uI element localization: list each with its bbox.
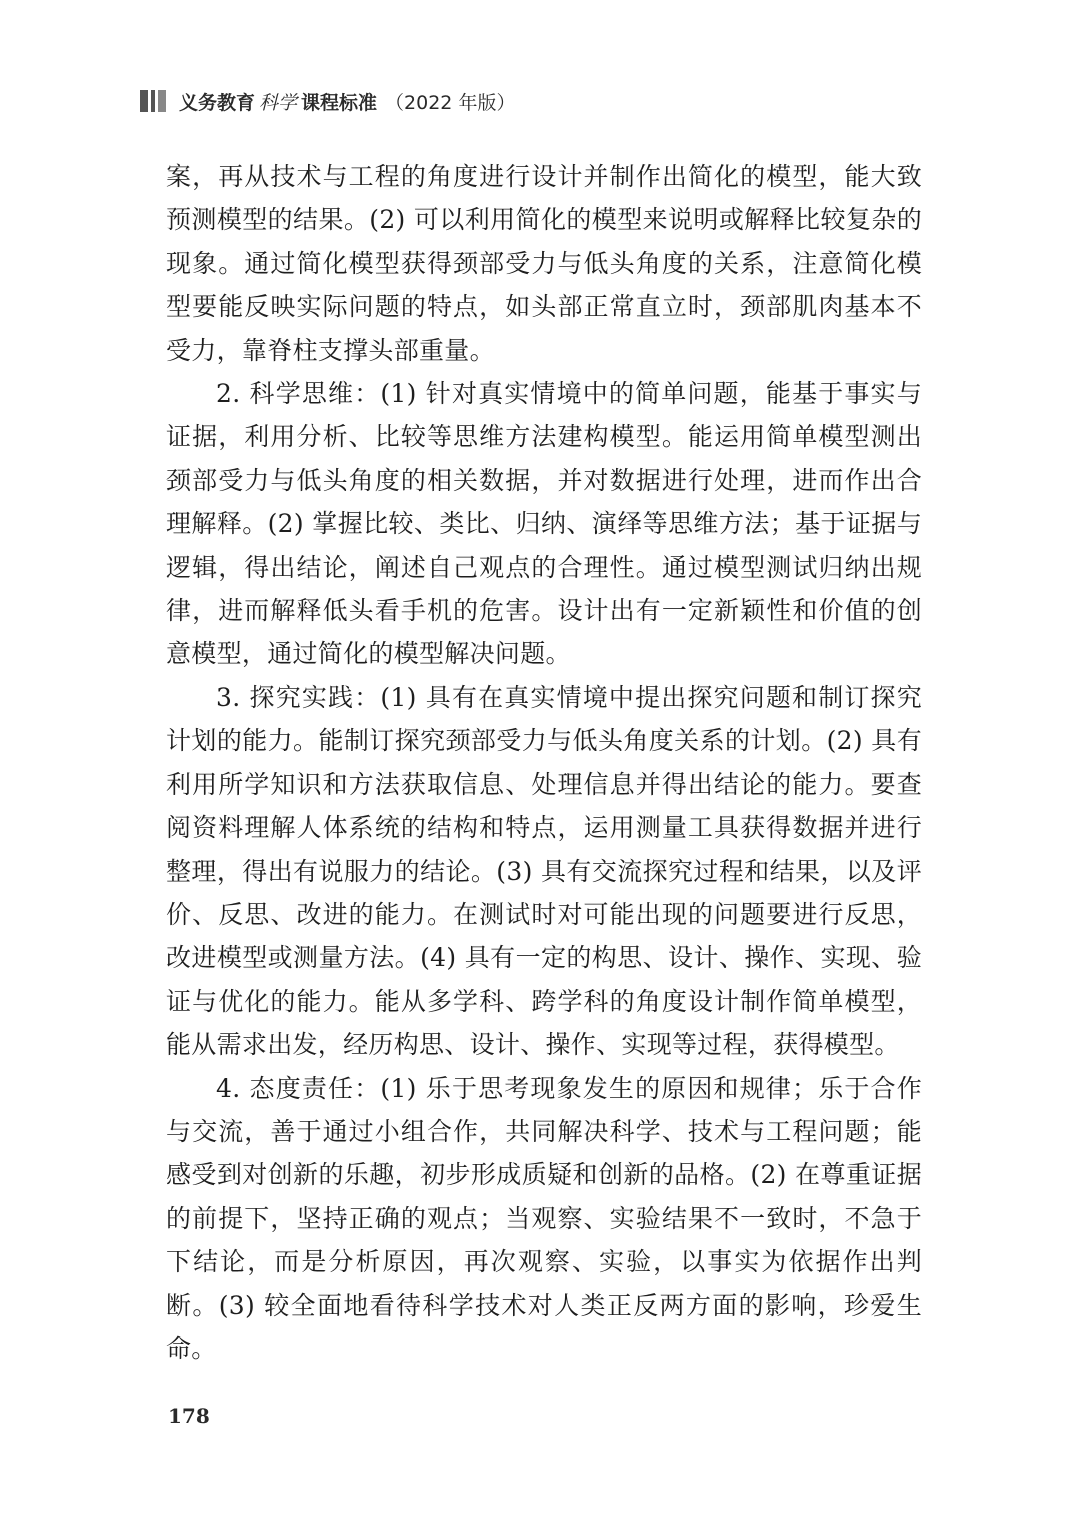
paragraph-inquiry-practice: 3. 探究实践：(1) 具有在真实情境中提出探究问题和制订探究计划的能力。能制订探究颈部受力与低头角度关系的计划。(2) 具有利用所学知识和方法获取信息、处理信息并得出结论的能力。要查阅资料理解人体系统的结构和特点，运用测量工具获得数据并进行整理，得出有说服力的结论。(3) 具有交流探究过程和结果，以及评价、反思、改进的能力。在测试时对可能出现的问题要进行反思，改进模型或测量方法。(4) 具有一定的构思、设计、操作、实现、验证与优化的能力。能从多学科、跨学科的角度设计制作简单模型，能从需求出发，经历构思、设计、操作、实现等过程，获得模型。 [166,682,922,1060]
header-title [179,88,515,115]
paragraph-continuation: 案，再从技术与工程的角度进行设计并制作出简化的模型，能大致预测模型的结果。(2) 可以利用简化的模型来说明或解释比较复杂的现象。通过简化模型获得颈部受力与低头角度的关系，注意简化模型要能反映实际问题的特点，如头部正常直立时，颈部肌肉基本不受力，靠脊柱支撑头部重量。 [166,162,922,365]
page-number: 178 [168,1404,210,1428]
header-title-part1: 义务教育 [179,91,256,114]
header-title-part3: 课程标准 [301,91,378,114]
body-text [166,155,922,1370]
running-header [140,86,515,116]
paragraph-scientific-thinking: 2. 科学思维：(1) 针对真实情境中的简单问题，能基于事实与证据，利用分析、比较等思维方法建构模型。能运用简单模型测出颈部受力与低头角度的相关数据，并对数据进行处理，进而作出合理解释。(2) 掌握比较、类比、归纳、演绎等思维方法；基于证据与逻辑，得出结论，阐述自己观点的合理性。通过模型测试归纳出规律，进而解释低头看手机的危害。设计出有一定新颖性和价值的创意模型，通过简化的模型解决问题。 [166,379,922,669]
header-title-part2: 科学 [259,91,298,114]
header-bar-marks [140,90,169,112]
header-edition: （2022 年版） [385,91,516,114]
paragraph-attitude-responsibility: 4. 态度责任：(1) 乐于思考现象发生的原因和规律；乐于合作与交流，善于通过小组合作，共同解决科学、技术与工程问题；能感受到对创新的乐趣，初步形成质疑和创新的品格。(2) 在尊重证据的前提下，坚持正确的观点；当观察、实验结果不一致时，不急于下结论，而是分析原因，再次观察、实验，以事实为依据作出判断。(3) 较全面地看待科学技术对人类正反两方面的影响，珍爱生命。 [166,1073,922,1363]
